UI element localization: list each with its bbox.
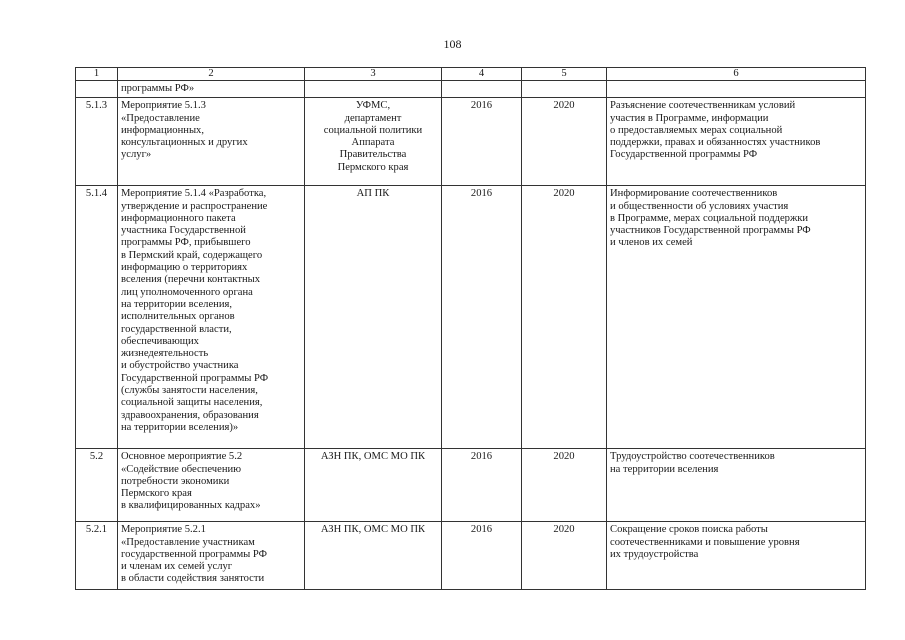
continuation-id-cell (76, 81, 118, 98)
column-header-6: 6 (607, 68, 866, 81)
column-header-2: 2 (118, 68, 305, 81)
page-number: 108 (443, 37, 462, 51)
row-result: Разъяснение соотечественникам условий участия в Программе, информации о предоставляемых мерах социальной поддержки, правах и обязанностях участников Государственной программы РФ (607, 98, 866, 186)
row-year-start: 2016 (442, 522, 522, 590)
column-header-1: 1 (76, 68, 118, 81)
row-year-end: 2020 (522, 98, 607, 186)
table-row (76, 98, 866, 186)
continuation-end-cell (522, 81, 607, 98)
column-number-row (76, 68, 866, 81)
row-name: Мероприятие 5.1.4 «Разработка, утверждение и распространение информационного пакета участника Государственной программы РФ, прибывшего в Пермский край, содержащего информацию о территориях вселения (перечни контактных лиц уполномоченного органа на территории вселения, исполнительных органов государственной власти, обеспечивающих жизнедеятельность и обустройство участника Государственной программы РФ (службы занятости населения, социальной защиты населения, здравоохранения, образования на территории вселения)» (118, 186, 305, 449)
table-row (76, 522, 866, 590)
row-executor: АП ПК (305, 186, 442, 449)
table-row (76, 186, 866, 449)
row-executor: АЗН ПК, ОМС МО ПК (305, 522, 442, 590)
row-result: Трудоустройство соотечественников на территории вселения (607, 449, 866, 522)
continuation-name-cell: программы РФ» (118, 81, 305, 98)
row-id: 5.2.1 (76, 522, 118, 590)
row-year-start: 2016 (442, 98, 522, 186)
column-header-5: 5 (522, 68, 607, 81)
column-header-4: 4 (442, 68, 522, 81)
continuation-executor-cell (305, 81, 442, 98)
row-id: 5.1.3 (76, 98, 118, 186)
row-year-end: 2020 (522, 449, 607, 522)
column-header-3: 3 (305, 68, 442, 81)
row-year-end: 2020 (522, 522, 607, 590)
row-year-end: 2020 (522, 186, 607, 449)
row-executor: АЗН ПК, ОМС МО ПК (305, 449, 442, 522)
row-year-start: 2016 (442, 449, 522, 522)
row-id: 5.2 (76, 449, 118, 522)
row-year-start: 2016 (442, 186, 522, 449)
row-name: Мероприятие 5.1.3 «Предоставление информационных, консультационных и других услуг» (118, 98, 305, 186)
measures-table (75, 67, 866, 590)
continuation-row (76, 81, 866, 98)
row-result: Информирование соотечественников и общественности об условиях участия в Программе, мерах социальной поддержки участников Государственной программы РФ и членов их семей (607, 186, 866, 449)
row-name: Мероприятие 5.2.1 «Предоставление участникам государственной программы РФ и членам их семей услуг в области содействия занятости (118, 522, 305, 590)
continuation-start-cell (442, 81, 522, 98)
row-name: Основное мероприятие 5.2 «Содействие обеспечению потребности экономики Пермского края в квалифицированных кадрах» (118, 449, 305, 522)
continuation-result-cell (607, 81, 866, 98)
row-result: Сокращение сроков поиска работы соотечественниками и повышение уровня их трудоустройства (607, 522, 866, 590)
table-row (76, 449, 866, 522)
row-id: 5.1.4 (76, 186, 118, 449)
row-executor: УФМС, департамент социальной политики Аппарата Правительства Пермского края (305, 98, 442, 186)
